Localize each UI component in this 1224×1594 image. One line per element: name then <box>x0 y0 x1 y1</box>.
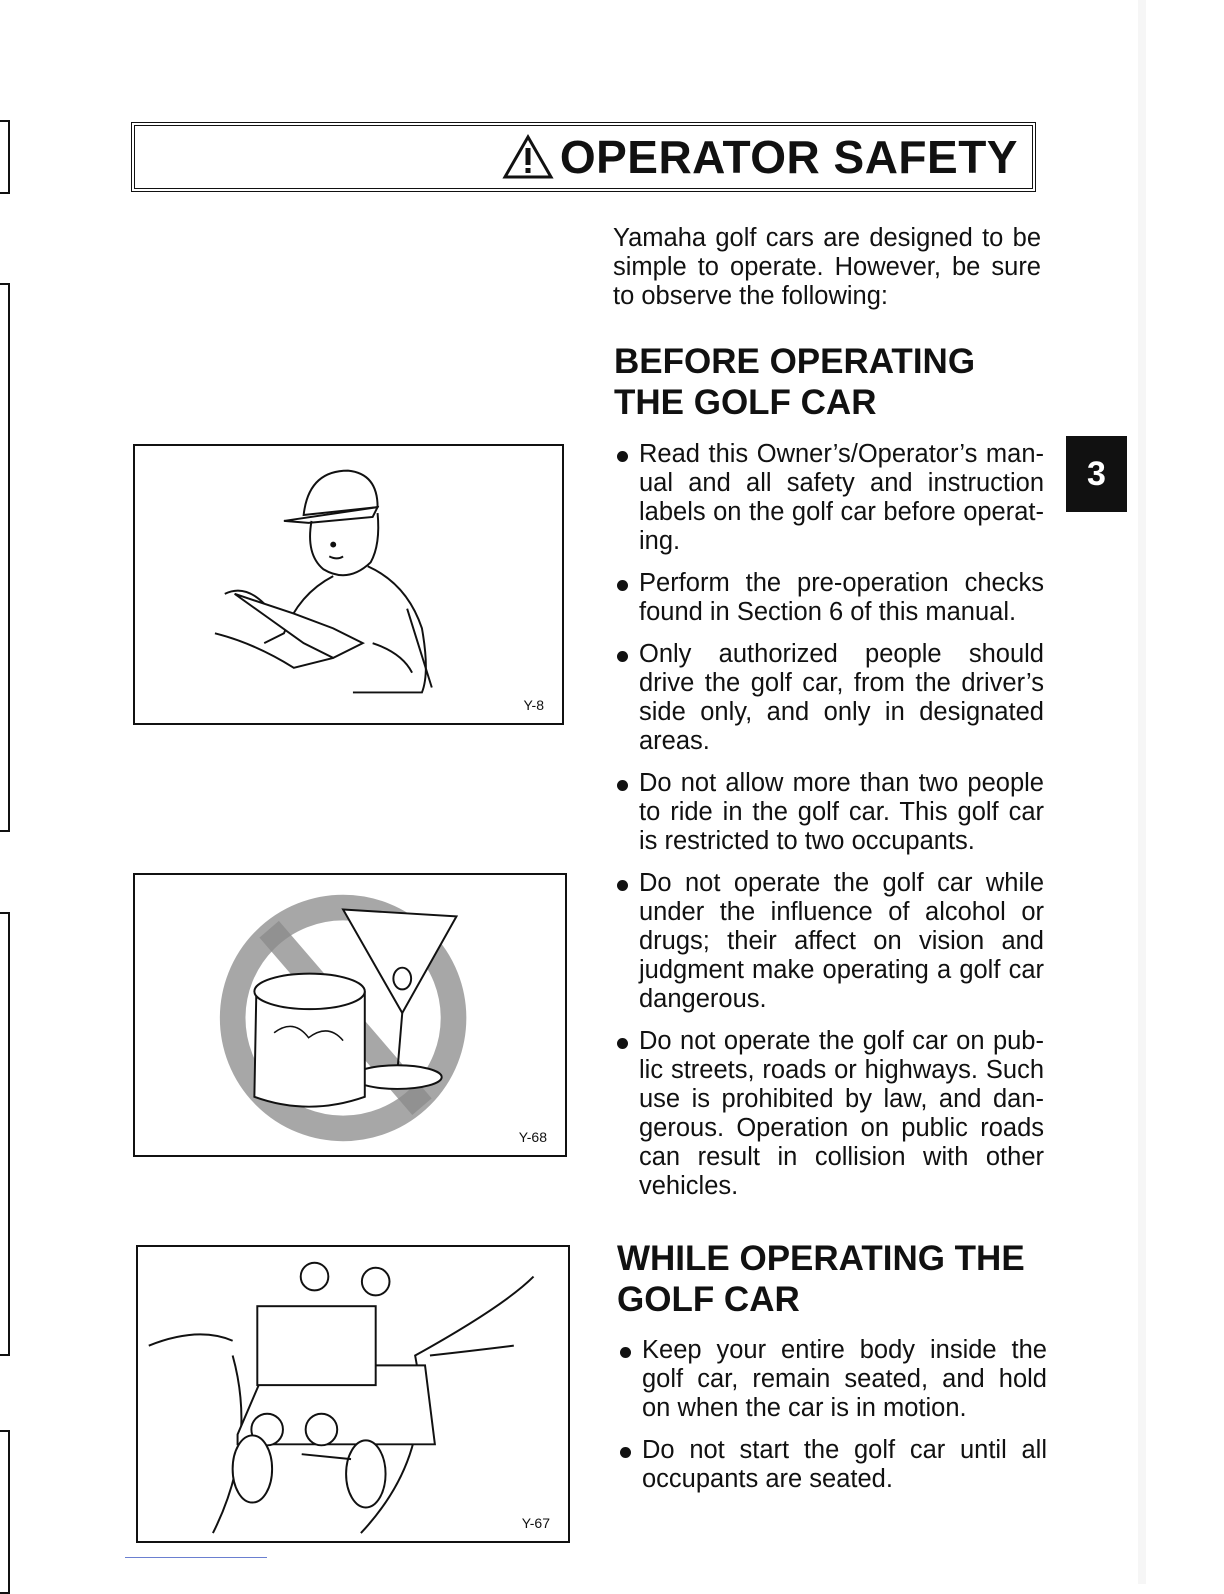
warning-triangle-icon <box>502 134 554 180</box>
figure-no-alcohol <box>133 873 567 1157</box>
figure-code: Y-67 <box>521 1515 550 1531</box>
list-item: Do not start the golf car until all occupants are seated. <box>617 1436 1047 1494</box>
figure-reading-manual <box>133 444 564 725</box>
list-item: Read this Owner’s/Operator’s manual and all safety and instruction labels on the golf car before operating. <box>614 440 1044 556</box>
before-operating-heading: BEFORE OPERATING THE GOLF CAR <box>614 342 976 422</box>
while-operating-list <box>617 1336 1047 1507</box>
while-operating-heading: WHILE OPERATING THE GOLF CAR <box>617 1239 1025 1319</box>
figure-code: Y-68 <box>518 1129 547 1145</box>
no-alcohol-illustration <box>135 875 565 1155</box>
binding-mark <box>0 283 10 832</box>
section-tab: 3 <box>1066 436 1127 512</box>
bottom-rule <box>125 1557 267 1558</box>
list-item: Keep your entire body inside the golf car, remain seated, and hold on when the car is in motion. <box>617 1336 1047 1423</box>
list-item: Perform the pre-operation checks found in Section 6 of this manual. <box>614 569 1044 627</box>
list-item: Do not allow more than two people to ride in the golf car. This golf car is restricted to two occupants. <box>614 769 1044 856</box>
figure-golf-car <box>136 1245 570 1543</box>
list-item: Only authorized people should drive the golf car, from the driver’s side only, and only in designated areas. <box>614 640 1044 756</box>
before-operating-list <box>614 440 1044 1214</box>
binding-mark <box>0 1430 10 1594</box>
page-title-box <box>131 122 1036 192</box>
intro-paragraph: Yamaha golf cars are designed to be simple to operate. However, be sure to observe the following: <box>613 224 1041 310</box>
list-item: Do not operate the golf car on public streets, roads or highways. Such use is prohibited by law, and dangerous. Operation on public roads can result in collision with other vehicles. <box>614 1027 1044 1201</box>
binding-mark <box>0 120 10 194</box>
page-edge-shadow <box>1138 0 1146 1584</box>
list-item: Do not operate the golf car while under the influence of alcohol or drugs; their affect on vision and judgment make operating a golf car dangerous. <box>614 869 1044 1014</box>
binding-mark <box>0 912 10 1356</box>
reading-manual-illustration <box>135 446 562 723</box>
page-title: OPERATOR SAFETY <box>559 131 1018 183</box>
figure-code: Y-8 <box>523 697 544 713</box>
golf-car-illustration <box>138 1247 568 1541</box>
